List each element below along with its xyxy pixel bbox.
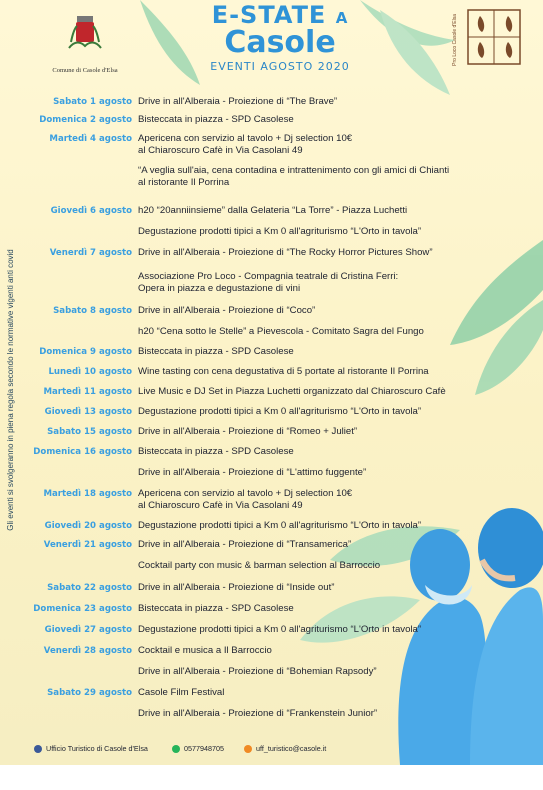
event-description — [138, 539, 538, 551]
event-date: Domenica 9 agosto — [39, 347, 132, 357]
event-line: Wine tasting con cena degustativa di 5 portate al ristorante Il Porrina — [138, 366, 429, 377]
footer-whatsapp-label: 0577948705 — [184, 744, 224, 753]
footer-facebook[interactable] — [34, 744, 148, 753]
event-date: Lunedì 10 agosto — [48, 367, 132, 377]
event-description — [138, 560, 538, 572]
event-description — [138, 603, 538, 615]
event-description — [138, 386, 538, 398]
footer-facebook-label: Ufficio Turistico di Casole d'Elsa — [46, 744, 148, 753]
proloco-caption: Pro Loco Casole d'Elsa — [452, 14, 458, 66]
footer-email[interactable] — [244, 744, 326, 753]
event-line: Associazione Pro Loco - Compagnia teatrale di Cristina Ferri: — [138, 271, 399, 282]
event-line: Apericena con servizio al tavolo + Dj selection 10€ — [138, 488, 353, 499]
event-line: h20 “Cena sotto le Stelle” a Pievescola - Comitato Sagra del Fungo — [138, 326, 424, 337]
event-description — [138, 582, 538, 594]
event-date: Venerdì 21 agosto — [43, 540, 132, 550]
event-line: Drive in all'Alberaia - Proiezione di “L'attimo fuggente” — [138, 467, 367, 478]
whatsapp-icon — [172, 745, 180, 753]
event-description — [138, 687, 538, 699]
comune-logo — [40, 12, 130, 74]
event-description — [138, 205, 538, 217]
event-line: al Chiaroscuro Cafè in Via Casolani 49 — [138, 144, 303, 156]
event-line: Drive in all'Alberaia - Proiezione di “Inside out” — [138, 582, 335, 593]
facebook-icon — [34, 745, 42, 753]
event-date: Giovedì 20 agosto — [44, 521, 132, 531]
event-date: Sabato 8 agosto — [53, 306, 132, 316]
event-line: al Chiaroscuro Cafè in Via Casolani 49 — [138, 499, 303, 511]
event-date: Venerdì 28 agosto — [43, 646, 132, 656]
event-description — [138, 96, 538, 108]
footer — [0, 738, 543, 762]
pro-loco-logo-icon — [466, 8, 522, 66]
event-line: Bisteccata in piazza - SPD Casolese — [138, 114, 294, 125]
event-date: Sabato 22 agosto — [47, 583, 132, 593]
email-icon — [244, 745, 252, 753]
event-date: Sabato 1 agosto — [53, 97, 132, 107]
event-description — [138, 708, 538, 720]
event-date: Venerdì 7 agosto — [49, 248, 132, 258]
title-line2: Casole — [224, 25, 336, 60]
title-a: A — [335, 9, 349, 27]
side-note-text: Gli eventi si svolgeranno in piena regola secondo le normative vigenti anti covid — [6, 249, 15, 531]
event-description — [138, 114, 538, 126]
event-line: Apericena con servizio al tavolo + Dj selection 10€ — [138, 133, 353, 144]
event-date: Martedì 4 agosto — [49, 134, 132, 144]
event-line: Drive in all'Alberaia - Proiezione di “Romeo + Juliet” — [138, 426, 358, 437]
event-line: Bisteccata in piazza - SPD Casolese — [138, 346, 294, 357]
title-estate: E-STATE — [211, 1, 327, 29]
event-description — [138, 226, 538, 238]
event-description — [138, 165, 538, 188]
footer-email-label: uff_turistico@casole.it — [256, 744, 327, 753]
event-description — [138, 305, 538, 317]
event-line: Degustazione prodotti tipici a Km 0 all'agriturismo “L'Orto in tavola” — [138, 520, 422, 531]
event-date: Giovedì 6 agosto — [50, 206, 132, 216]
event-description — [138, 346, 538, 358]
footer-whatsapp[interactable] — [172, 744, 224, 753]
event-description — [138, 624, 538, 636]
side-note — [4, 200, 18, 580]
event-description — [138, 247, 538, 259]
event-description — [138, 426, 538, 438]
event-description — [138, 326, 538, 338]
event-description — [138, 520, 538, 532]
event-title — [200, 2, 360, 73]
event-date: Martedì 11 agosto — [43, 387, 132, 397]
event-date: Sabato 15 agosto — [47, 427, 132, 437]
event-line: Drive in all'Alberaia - Proiezione di “Frankenstein Junior” — [138, 708, 378, 719]
event-line: Cocktail party con music & barman selection al Barroccio — [138, 560, 381, 571]
event-line: Drive in all'Alberaia - Proiezione di “Bohemian Rapsody” — [138, 666, 377, 677]
event-description — [138, 645, 538, 657]
event-line: Live Music e DJ Set in Piazza Luchetti organizzato dal Chiaroscuro Cafè — [138, 386, 446, 397]
event-date: Giovedì 27 agosto — [44, 625, 132, 635]
event-line: Bisteccata in piazza - SPD Casolese — [138, 446, 294, 457]
event-date: Giovedì 13 agosto — [44, 407, 132, 417]
event-description — [138, 271, 538, 294]
event-line: Casole Film Festival — [138, 687, 225, 698]
event-date: Domenica 2 agosto — [39, 115, 132, 125]
event-line: Drive in all'Alberaia - Proiezione di “Coco” — [138, 305, 316, 316]
event-line: Bisteccata in piazza - SPD Casolese — [138, 603, 294, 614]
header — [0, 0, 543, 92]
event-line: al ristorante Il Porrina — [138, 176, 230, 188]
title-line3: EVENTI AGOSTO 2020 — [210, 60, 350, 73]
event-date: Martedì 18 agosto — [43, 489, 132, 499]
event-date: Domenica 23 agosto — [33, 604, 132, 614]
coat-of-arms-icon — [65, 12, 105, 60]
event-line: Degustazione prodotti tipici a Km 0 all'agriturismo “L'Orto in tavola” — [138, 226, 422, 237]
event-date: Domenica 16 agosto — [33, 447, 132, 457]
event-description — [138, 488, 538, 511]
event-line: “A veglia sull'aia, cena contadina e intrattenimento con gli amici di Chianti — [138, 165, 450, 176]
event-description — [138, 406, 538, 418]
comune-caption: Comune di Casole d'Elsa — [52, 67, 118, 74]
event-line: Degustazione prodotti tipici a Km 0 all'agriturismo “L'Orto in tavola” — [138, 406, 422, 417]
event-description — [138, 467, 538, 479]
event-description — [138, 446, 538, 458]
event-line: Drive in all'Alberaia - Proiezione di “The Brave” — [138, 96, 338, 107]
event-description — [138, 666, 538, 678]
event-line: Degustazione prodotti tipici a Km 0 all'agriturismo “L'Orto in tavola” — [138, 624, 422, 635]
event-line: h20 “20anniinsieme” dalla Gelateria “La Torre” - Piazza Luchetti — [138, 205, 408, 216]
event-line: Cocktail e musica a Il Barroccio — [138, 645, 272, 656]
event-description — [138, 133, 538, 156]
event-date: Sabato 29 agosto — [47, 688, 132, 698]
event-line: Drive in all'Alberaia - Proiezione di “The Rocky Horror Pictures Show” — [138, 247, 433, 258]
event-line: Opera in piazza e degustazione di vini — [138, 282, 301, 294]
event-description — [138, 366, 538, 378]
event-line: Drive in all'Alberaia - Proiezione di “Transamerica” — [138, 539, 352, 550]
